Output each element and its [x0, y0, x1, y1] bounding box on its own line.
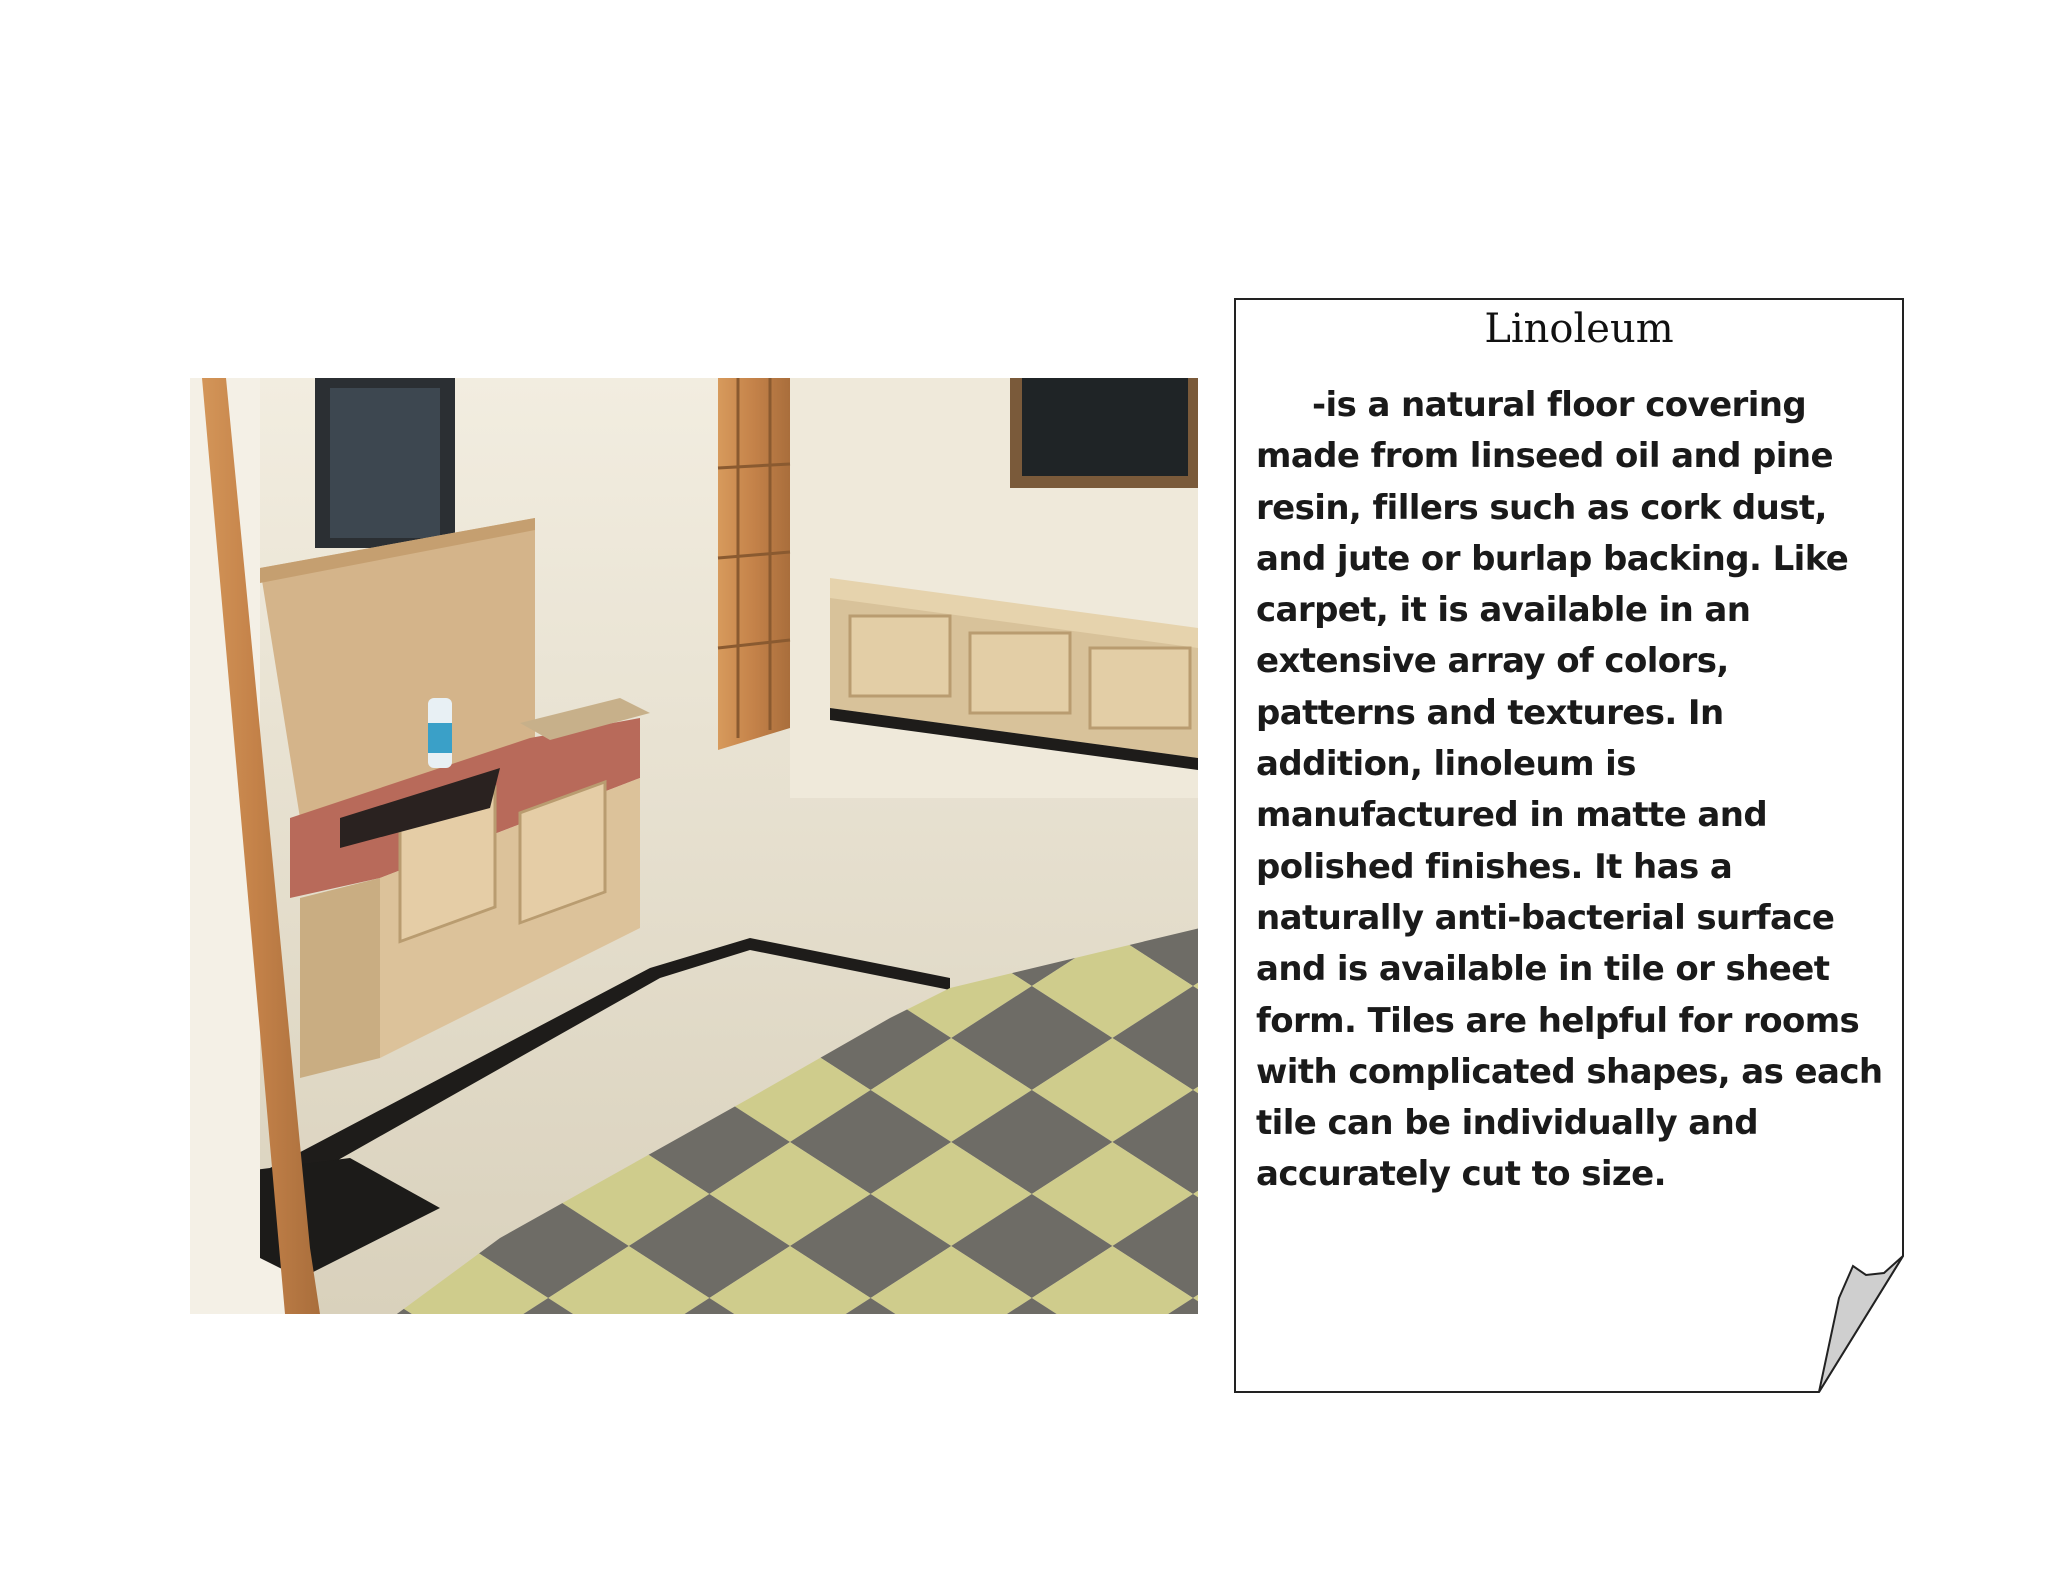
linoleum-note-card — [1234, 298, 1904, 1394]
note-title: Linoleum — [1484, 306, 1674, 352]
note-body-text: -is a natural floor covering made from linseed oil and pine resin, fillers such as cork dust, and jute or burlap backing. Like carpet, it is available in an extensive array of colors, patterns and textures. In addition, linoleum is manufactured in matte and polished finishes. It has a naturally anti-bacterial surface and is available in tile or sheet form. Tiles are helpful for rooms with complicated shapes, as each tile can be individually and accurately cut to size. — [1256, 385, 1883, 1195]
room-illustration — [190, 378, 1198, 1314]
wooden-door — [718, 378, 790, 750]
linoleum-floor-photo — [190, 378, 1198, 1314]
